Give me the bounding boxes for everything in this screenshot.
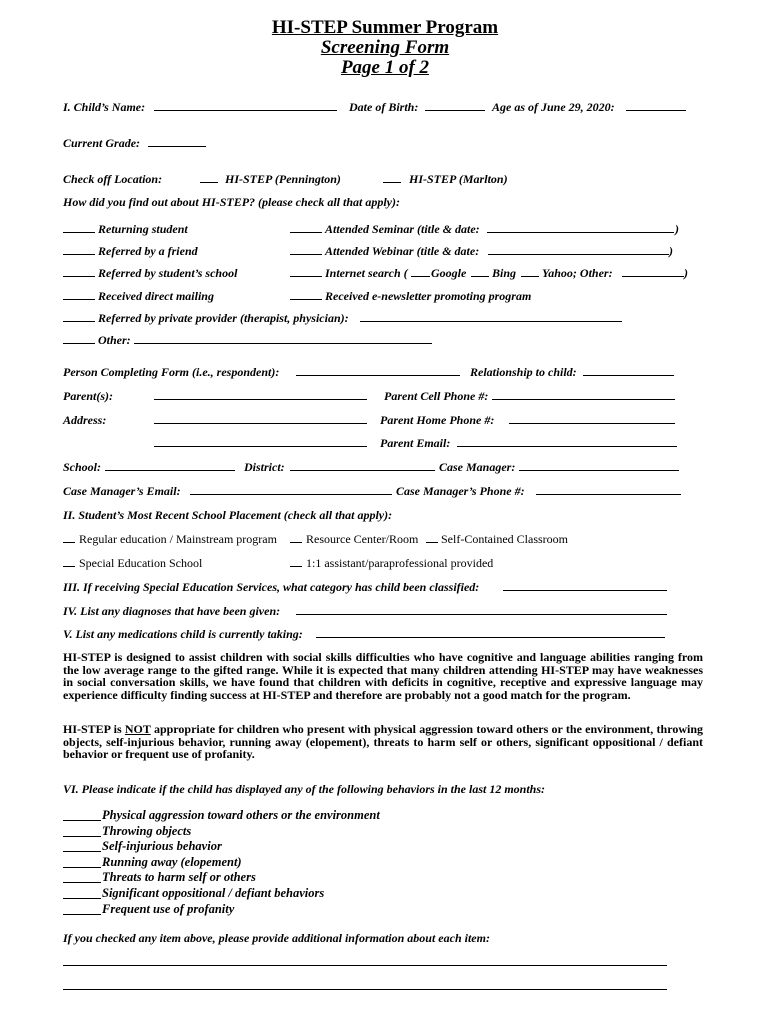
yahoo-label: Yahoo; Other: bbox=[542, 266, 613, 280]
direct-mail-checkbox[interactable] bbox=[63, 299, 95, 300]
followup-field-1[interactable] bbox=[63, 965, 667, 966]
webinar-field[interactable] bbox=[488, 254, 669, 255]
location-pennington-checkbox[interactable] bbox=[200, 182, 218, 183]
behavior-6-checkbox[interactable] bbox=[63, 898, 101, 899]
location-pennington-label: HI-STEP (Pennington) bbox=[225, 172, 341, 186]
behavior-3-label: Self-injurious behavior bbox=[102, 839, 222, 853]
parent-cell-label: Parent Cell Phone #: bbox=[384, 389, 489, 403]
district-field[interactable] bbox=[290, 470, 435, 471]
check-location-label: Check off Location: bbox=[63, 172, 163, 186]
special-school-label: Special Education School bbox=[79, 556, 203, 570]
bing-checkbox[interactable] bbox=[471, 276, 489, 277]
program-description: HI-STEP is designed to assist children with social skills difficulties who have cognitive and language abilities ranging from the low average range to the gifted range. While it is expected that many children attending HI-STEP may have weaknesses in social conversation skills, we have found that children with deficits in cognitive, receptive and expressive language may experience difficulty finding success at HI-STEP and therefore are probably not a good match for the program. bbox=[63, 650, 703, 702]
referred-friend-checkbox[interactable] bbox=[63, 254, 95, 255]
behavior-1-checkbox[interactable] bbox=[63, 820, 101, 821]
respondent-field[interactable] bbox=[296, 375, 460, 376]
section4-label: IV. List any diagnoses that have been given: bbox=[63, 604, 281, 618]
parent-home-field[interactable] bbox=[509, 423, 675, 424]
other-search-field[interactable] bbox=[622, 276, 684, 277]
current-grade-label: Current Grade: bbox=[63, 136, 141, 150]
behavior-7-checkbox[interactable] bbox=[63, 914, 101, 915]
address-field-2[interactable] bbox=[154, 446, 367, 447]
referred-school-checkbox[interactable] bbox=[63, 276, 95, 277]
section4-field[interactable] bbox=[296, 614, 667, 615]
form-subtitle: Screening Form bbox=[320, 37, 450, 58]
returning-checkbox[interactable] bbox=[63, 232, 95, 233]
followup-field-2[interactable] bbox=[63, 989, 667, 990]
google-label: Google bbox=[431, 266, 467, 280]
behavior-3-checkbox[interactable] bbox=[63, 851, 101, 852]
address-field-1[interactable] bbox=[154, 423, 367, 424]
dob-label: Date of Birth: bbox=[349, 100, 419, 114]
behavior-2-label: Throwing objects bbox=[102, 824, 192, 838]
internet-close: ) bbox=[684, 266, 688, 280]
relationship-field[interactable] bbox=[583, 375, 674, 376]
yahoo-checkbox[interactable] bbox=[521, 276, 539, 277]
childs-name-field[interactable] bbox=[154, 110, 337, 111]
private-provider-field[interactable] bbox=[360, 321, 622, 322]
returning-label: Returning student bbox=[98, 222, 188, 236]
private-provider-label: Referred by private provider (therapist, physician): bbox=[98, 311, 349, 325]
behavior-1-label: Physical aggression toward others or the environment bbox=[102, 808, 380, 822]
cm-email-field[interactable] bbox=[190, 494, 392, 495]
parent-home-label: Parent Home Phone #: bbox=[380, 413, 495, 427]
regular-ed-label: Regular education / Mainstream program bbox=[79, 532, 277, 546]
program-exclusions: HI-STEP is NOT appropriate for children who present with physical aggression toward others or the environment, throwing objects, self-injurious behavior, running away (elopement), threats to harm self or others, significant oppositional / defiant behavior or frequent use of profanity. bbox=[63, 722, 703, 762]
cm-email-label: Case Manager’s Email: bbox=[63, 484, 181, 498]
section6-title: VI. Please indicate if the child has displayed any of the following behaviors in the last 12 months: bbox=[63, 782, 546, 796]
location-marlton-checkbox[interactable] bbox=[383, 182, 401, 183]
direct-mail-label: Received direct mailing bbox=[98, 289, 214, 303]
school-label: School: bbox=[63, 460, 102, 474]
section5-label: V. List any medications child is currently taking: bbox=[63, 627, 303, 641]
webinar-label: Attended Webinar (title & date: bbox=[325, 244, 480, 258]
webinar-checkbox[interactable] bbox=[290, 254, 322, 255]
special-school-checkbox[interactable] bbox=[63, 566, 75, 567]
childs-name-label: I. Child’s Name: bbox=[63, 100, 146, 114]
referred-school-label: Referred by student’s school bbox=[98, 266, 238, 280]
respondent-label: Person Completing Form (i.e., respondent): bbox=[63, 365, 280, 379]
regular-ed-checkbox[interactable] bbox=[63, 542, 75, 543]
location-marlton-label: HI-STEP (Marlton) bbox=[409, 172, 508, 186]
relationship-label: Relationship to child: bbox=[470, 365, 577, 379]
district-label: District: bbox=[244, 460, 285, 474]
referred-friend-label: Referred by a friend bbox=[98, 244, 198, 258]
current-grade-field[interactable] bbox=[148, 146, 206, 147]
self-contained-label: Self-Contained Classroom bbox=[441, 532, 568, 546]
behavior-5-checkbox[interactable] bbox=[63, 882, 101, 883]
behavior-4-label: Running away (elopement) bbox=[102, 855, 242, 869]
followup-label: If you checked any item above, please provide additional information about each item: bbox=[63, 931, 490, 945]
age-field[interactable] bbox=[626, 110, 686, 111]
age-label: Age as of June 29, 2020: bbox=[492, 100, 615, 114]
internet-label: Internet search ( bbox=[325, 266, 408, 280]
private-provider-checkbox[interactable] bbox=[63, 321, 95, 322]
internet-checkbox[interactable] bbox=[290, 276, 322, 277]
page-number: Page 1 of 2 bbox=[340, 57, 430, 78]
case-manager-field[interactable] bbox=[519, 470, 679, 471]
parents-field[interactable] bbox=[154, 399, 367, 400]
resource-center-label: Resource Center/Room bbox=[306, 532, 419, 546]
parent-cell-field[interactable] bbox=[492, 399, 675, 400]
enewsletter-label: Received e-newsletter promoting program bbox=[325, 289, 532, 303]
how-find-question: How did you find out about HI-STEP? (please check all that apply): bbox=[63, 195, 400, 209]
school-field[interactable] bbox=[105, 470, 235, 471]
bing-label: Bing bbox=[492, 266, 517, 280]
seminar-label: Attended Seminar (title & date: bbox=[325, 222, 480, 236]
parent-email-label: Parent Email: bbox=[380, 436, 451, 450]
seminar-close: ) bbox=[675, 222, 679, 236]
section2-title: II. Student’s Most Recent School Placement (check all that apply): bbox=[63, 508, 393, 522]
address-label: Address: bbox=[63, 413, 107, 427]
enewsletter-checkbox[interactable] bbox=[290, 299, 322, 300]
other-label: Other: bbox=[98, 333, 131, 347]
parents-label: Parent(s): bbox=[63, 389, 113, 403]
webinar-close: ) bbox=[669, 244, 673, 258]
cm-phone-field[interactable] bbox=[536, 494, 681, 495]
behavior-4-checkbox[interactable] bbox=[63, 867, 101, 868]
assistant-checkbox[interactable] bbox=[290, 566, 302, 567]
behavior-6-label: Significant oppositional / defiant behaviors bbox=[102, 886, 325, 900]
behavior-7-label: Frequent use of profanity bbox=[102, 902, 235, 916]
behavior-2-checkbox[interactable] bbox=[63, 836, 101, 837]
google-checkbox[interactable] bbox=[411, 276, 430, 277]
other-field[interactable] bbox=[134, 343, 432, 344]
section3-field[interactable] bbox=[503, 590, 667, 591]
other-checkbox[interactable] bbox=[63, 343, 95, 344]
resource-center-checkbox[interactable] bbox=[290, 542, 302, 543]
form-title: HI-STEP Summer Program bbox=[271, 17, 499, 38]
case-manager-label: Case Manager: bbox=[439, 460, 516, 474]
section5-field[interactable] bbox=[316, 637, 665, 638]
cm-phone-label: Case Manager’s Phone #: bbox=[396, 484, 525, 498]
self-contained-checkbox[interactable] bbox=[426, 542, 438, 543]
dob-field[interactable] bbox=[425, 110, 485, 111]
section3-label: III. If receiving Special Education Services, what category has child been classified: bbox=[63, 580, 480, 594]
parent-email-field[interactable] bbox=[457, 446, 677, 447]
assistant-label: 1:1 assistant/paraprofessional provided bbox=[306, 556, 494, 570]
seminar-field[interactable] bbox=[487, 232, 674, 233]
seminar-checkbox[interactable] bbox=[290, 232, 322, 233]
behavior-5-label: Threats to harm self or others bbox=[102, 870, 256, 884]
